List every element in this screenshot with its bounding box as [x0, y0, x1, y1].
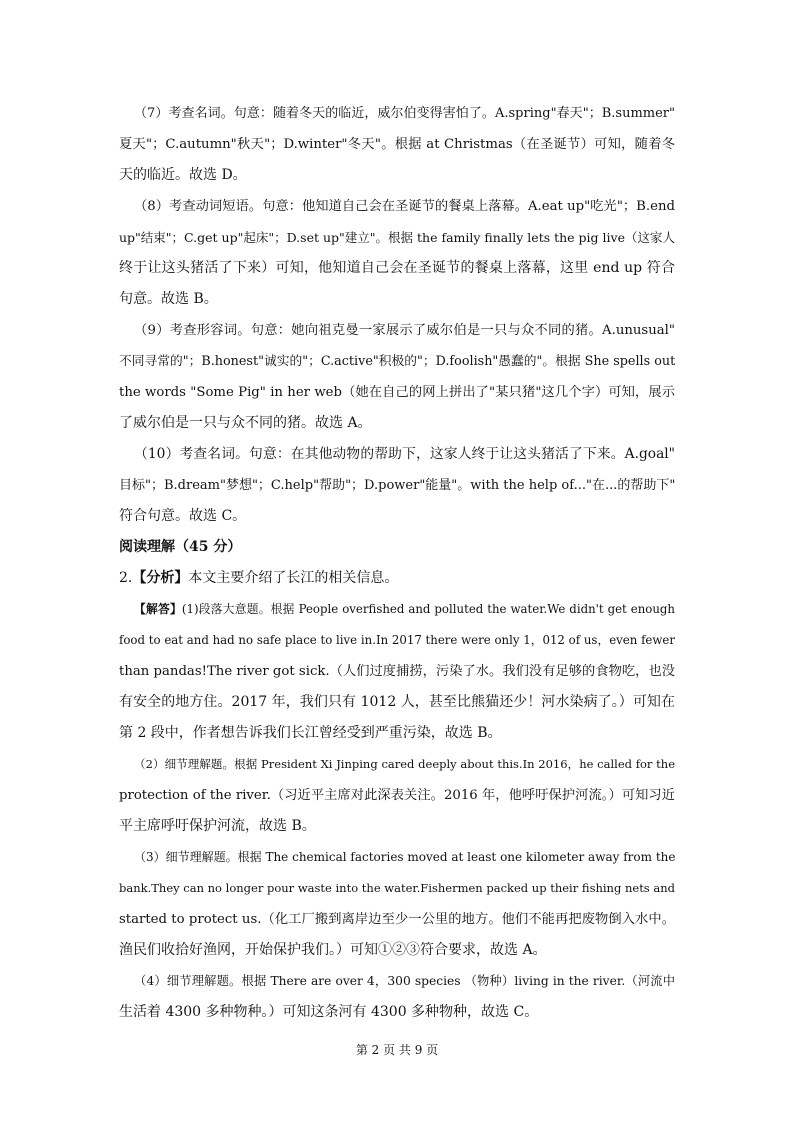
text-line: up"结束"；C.get up"起床"；D.set up"建立"。根据 the family finally lets the pig live（这家人 [119, 230, 675, 245]
text-line: 目标"；B.dream"梦想"；C.help"帮助"；D.power"能量"。with the help of..."在...的帮助下" [119, 478, 676, 493]
text-line: 天的临近。故选 D。 [119, 167, 247, 183]
text-line: started to protect us.（化工厂搬到离岸边至少一公里的地方。他们不能再把废物倒入水中。 [119, 912, 675, 927]
text-line: （2）细节理解题。根据 President Xi Jinping cared deeply about this.In 2016，he called for the [134, 757, 675, 771]
text-line: （3）细节理解题。根据 The chemical factories moved at least one kilometer away from the [134, 850, 676, 864]
text-line: 句意。故选 B。 [119, 291, 218, 307]
reading-answer-3 [119, 842, 675, 966]
text-line: （9）考查形容词。句意：她向祖克曼一家展示了威尔伯是一只与众不同的猪。A.unusual" [134, 323, 675, 338]
text-line: 了威尔伯是一只与众不同的猪。故选 A。 [119, 415, 372, 431]
text-line: the words "Some Pig" in her web（她在自己的网上拼出了"某只猪"这几个字）可知，展示 [119, 385, 675, 400]
text-line: protection of the river.（习近平主席对此深表关注。2016 年，他呼吁保护河流。）可知习近 [119, 788, 675, 803]
text-line: （7）考查名词。句意：随着冬天的临近，威尔伯变得害怕了。A.spring"春天"；B.summer" [134, 106, 675, 121]
text-line: 平主席呼吁保护河流，故选 B。 [119, 818, 316, 834]
section-heading: 阅读理解（45 分） [119, 539, 242, 555]
answer-first-line [119, 594, 675, 625]
text-line: food to eat and had no safe place to live in.In 2017 there were only 1，012 of us，even fewer [119, 633, 675, 647]
text-line: （10）考查名词。句意：在其他动物的帮助下，这家人终于让这头猪活了下来。A.goal" [134, 446, 675, 462]
reading-answer-1 [119, 594, 675, 749]
analysis-line [119, 563, 675, 594]
text-line: 生活着 4300 多种物种。）可知这条河有 4300 多种物种，故选 C。 [119, 1004, 539, 1020]
question-number: 2. [119, 570, 133, 586]
answer-text: (1)段落大意题。根据 People overfished and polluted the water.We didn't get enough [181, 602, 675, 616]
vocab-answer-7 [119, 98, 675, 191]
page-footer: 第 2 页 共 9 页 [355, 1043, 439, 1057]
analysis-text: 本文主要介绍了长江的相关信息。 [188, 570, 399, 586]
text-line: （8）考查动词短语。句意：他知道自己会在圣诞节的餐桌上落幕。A.eat up"吃光"；B.end [134, 199, 675, 214]
page-content [119, 98, 675, 1028]
text-line: 符合句意。故选 C。 [119, 508, 247, 524]
text-line: 第 2 段中，作者想告诉我们长江曾经受到严重污染，故选 B。 [119, 725, 502, 741]
answer-tag: 【解答】 [134, 602, 182, 616]
vocab-answer-10 [119, 439, 675, 532]
text-line: than pandas!The river got sick.（人们过度捕捞，污染了水。我们没有足够的食物吃，也没 [119, 664, 675, 679]
reading-answer-4 [119, 966, 675, 1028]
reading-answer-2 [119, 749, 675, 842]
text-line: 有安全的地方住。2017 年，我们只有 1012 人，甚至比熊猫还少！河水染病了。）可知在 [119, 694, 675, 710]
text-line: （4）细节理解题。根据 There are over 4，300 species （物种）living in the river.（河流中 [134, 974, 675, 988]
analysis-tag: 【分析】 [132, 570, 189, 586]
text-line: 渔民们收拾好渔网，开始保护我们。）可知①②③符合要求，故选 A。 [119, 942, 547, 958]
vocab-answer-8 [119, 191, 675, 315]
text-line: 终于让这头猪活了下来）可知，他知道自己会在圣诞节的餐桌上落幕，这里 end up 符合 [119, 260, 675, 276]
text-line: 夏天"；C.autumn"秋天"；D.winter"冬天"。根据 at Christmas（在圣诞节）可知，随着冬 [119, 137, 675, 152]
text-line: bank.They can no longer pour waste into the water.Fishermen packed up their fishing nets and [119, 881, 675, 895]
text-line: 不同寻常的"；B.honest"诚实的"；C.active"积极的"；D.foolish"愚蠢的"。根据 She spells out [119, 354, 676, 369]
vocab-answer-9 [119, 315, 675, 439]
